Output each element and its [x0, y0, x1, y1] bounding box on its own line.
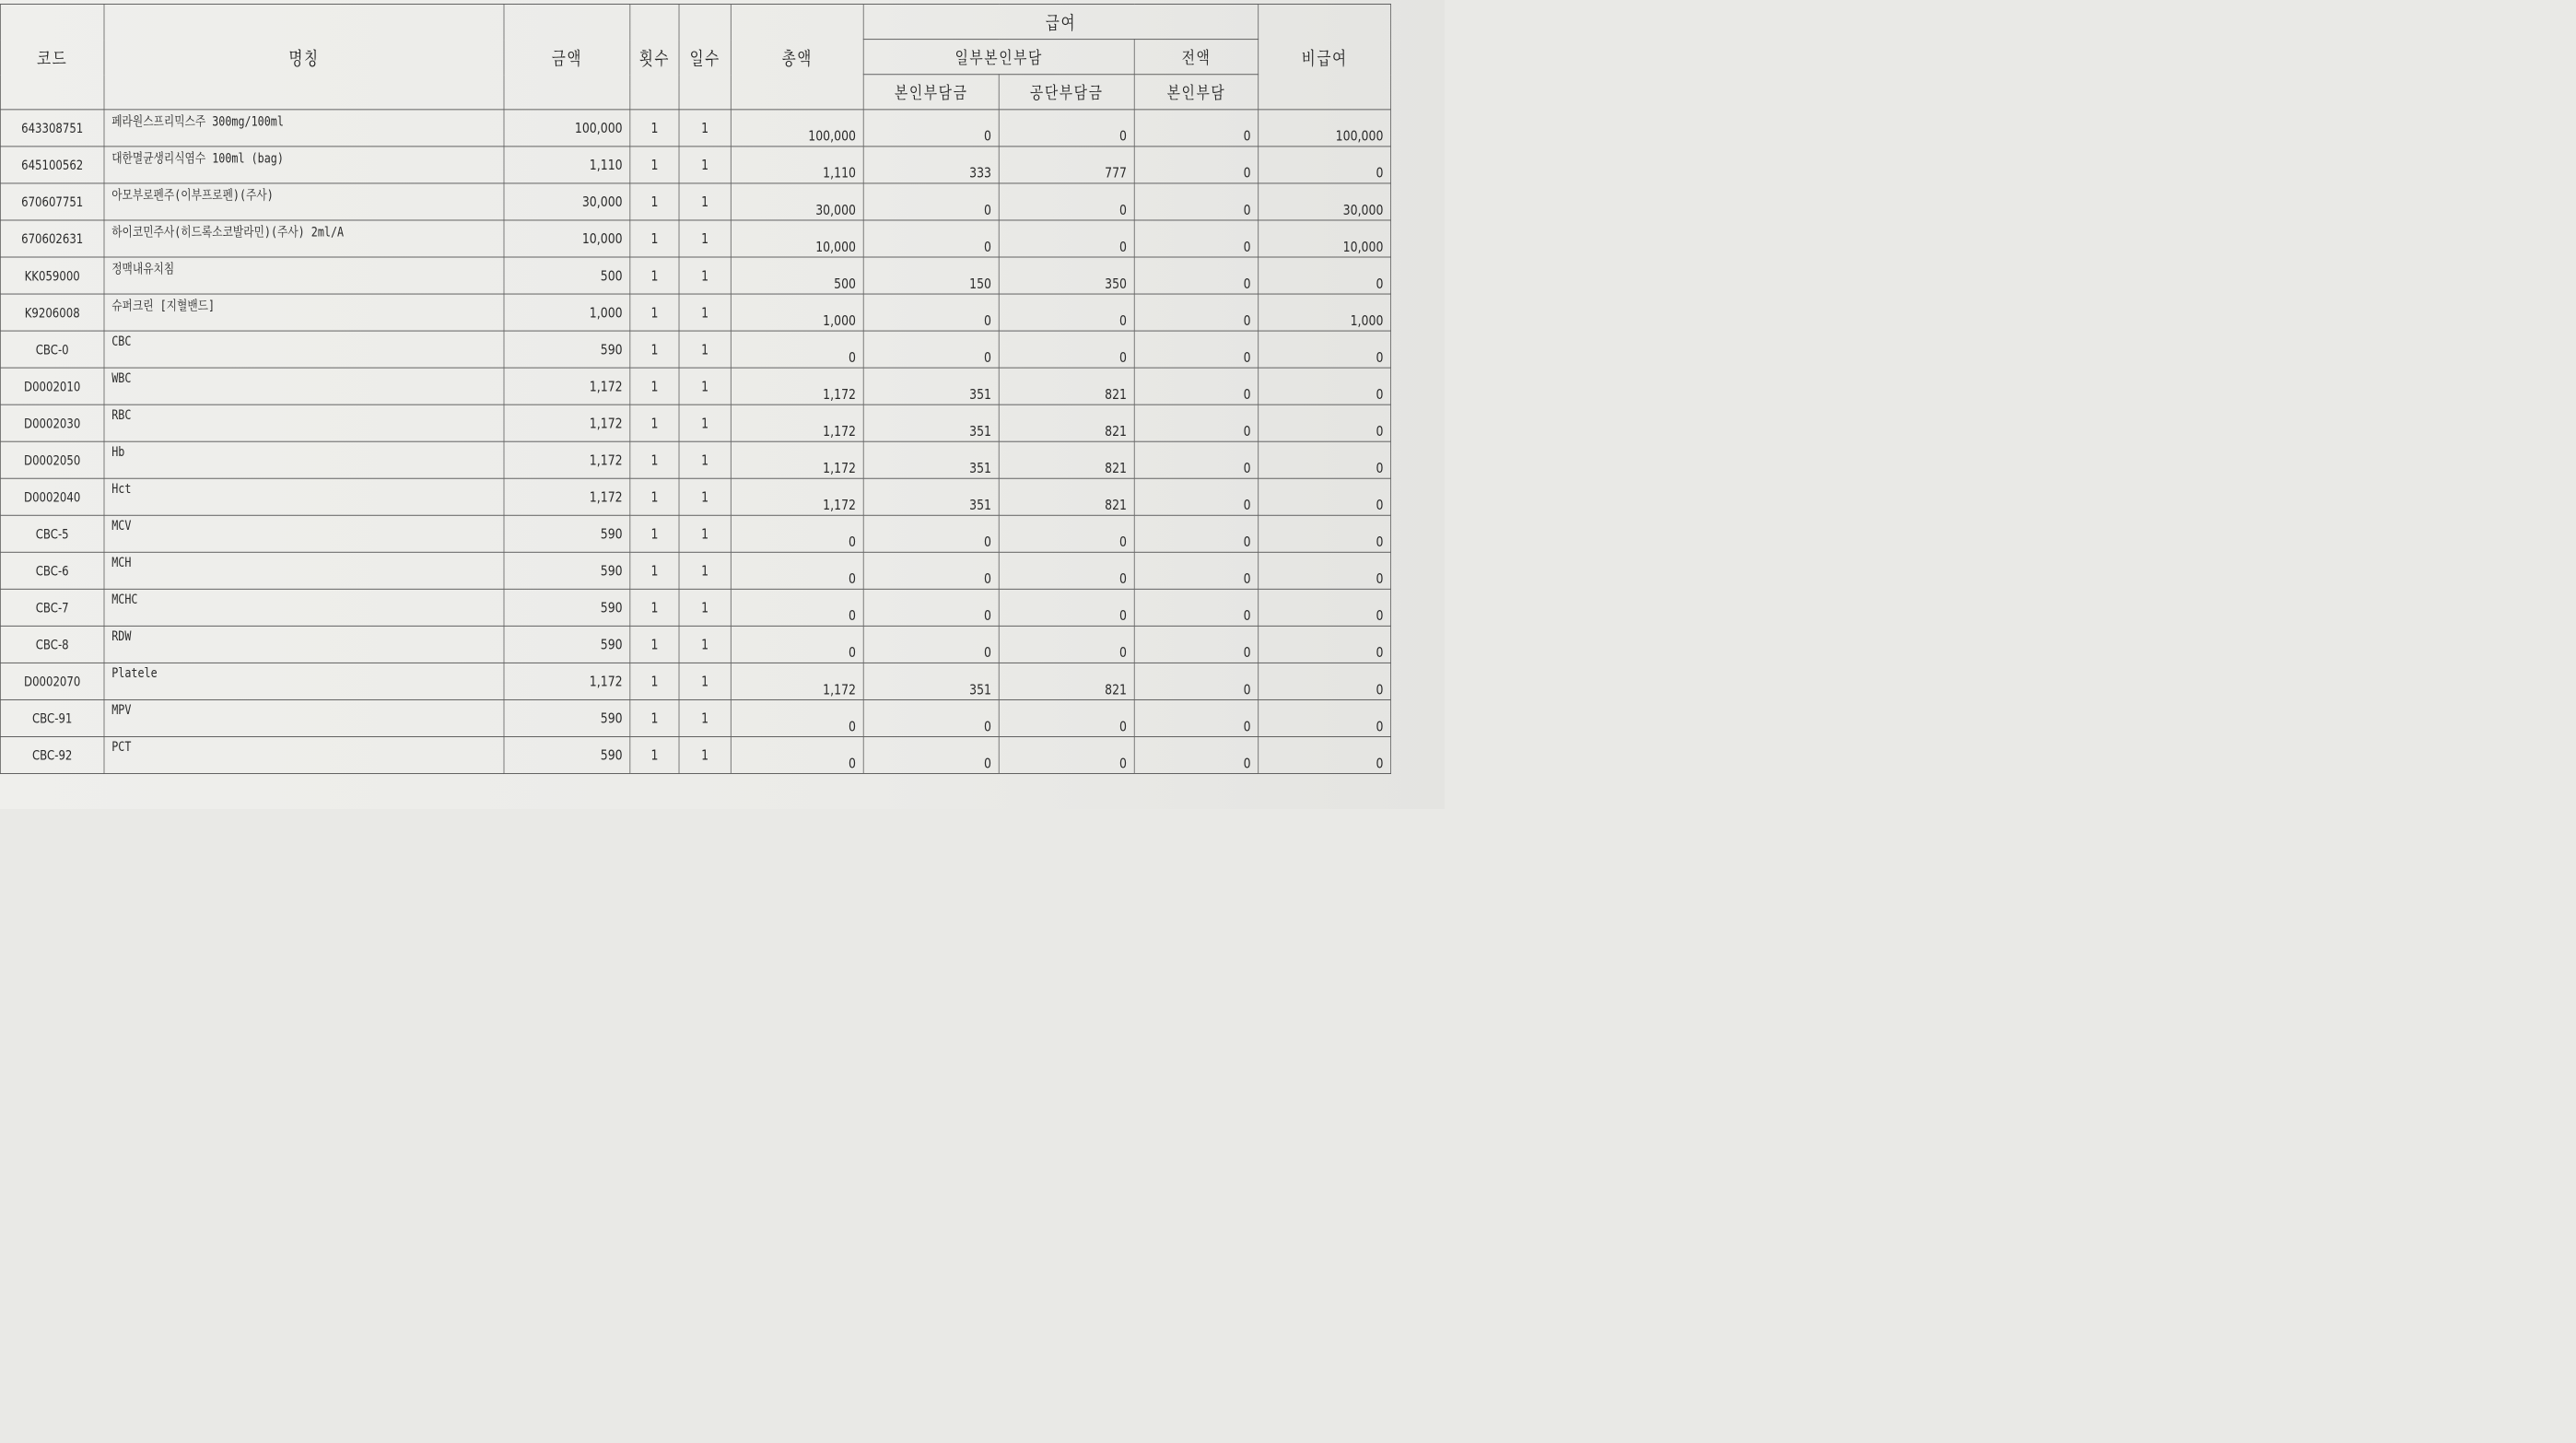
- item-total: 10,000: [731, 220, 863, 257]
- item-corp-pay: 777: [999, 147, 1134, 183]
- item-code: 670607751: [0, 183, 104, 220]
- item-full-self-pay: 0: [1134, 478, 1259, 515]
- item-times: 1: [630, 183, 679, 220]
- item-name: 슈퍼크린 [지혈밴드]: [104, 294, 504, 331]
- document-page: [0, 0, 1445, 809]
- item-code: CBC-6: [0, 552, 104, 589]
- item-total: 0: [731, 515, 863, 552]
- item-non-covered: 0: [1259, 736, 1391, 773]
- item-self-pay: 351: [863, 478, 999, 515]
- table-row: [0, 147, 1390, 183]
- item-self-pay: 351: [863, 663, 999, 699]
- item-name: MCHC: [104, 589, 504, 626]
- item-days: 1: [679, 183, 731, 220]
- item-corp-pay: 0: [999, 552, 1134, 589]
- item-non-covered: 0: [1259, 589, 1391, 626]
- item-corp-pay: 0: [999, 220, 1134, 257]
- item-self-pay: 0: [863, 626, 999, 663]
- item-full-self-pay: 0: [1134, 589, 1259, 626]
- item-full-self-pay: 0: [1134, 294, 1259, 331]
- item-total: 0: [731, 331, 863, 368]
- item-times: 1: [630, 552, 679, 589]
- item-amount: 1,172: [504, 441, 630, 478]
- item-corp-pay: 0: [999, 183, 1134, 220]
- table-row: [0, 294, 1390, 331]
- item-code: KK059000: [0, 257, 104, 294]
- item-times: 1: [630, 441, 679, 478]
- item-name: RBC: [104, 405, 504, 441]
- item-non-covered: 10,000: [1259, 220, 1391, 257]
- item-amount: 1,172: [504, 478, 630, 515]
- header-full-self-bottom: 본인부담: [1134, 75, 1259, 110]
- item-days: 1: [679, 626, 731, 663]
- item-corp-pay: 0: [999, 626, 1134, 663]
- item-corp-pay: 821: [999, 663, 1134, 699]
- item-code: 645100562: [0, 147, 104, 183]
- item-times: 1: [630, 699, 679, 736]
- item-code: D0002050: [0, 441, 104, 478]
- item-full-self-pay: 0: [1134, 147, 1259, 183]
- item-days: 1: [679, 699, 731, 736]
- item-full-self-pay: 0: [1134, 552, 1259, 589]
- item-non-covered: 0: [1259, 257, 1391, 294]
- item-name: MCV: [104, 515, 504, 552]
- item-self-pay: 0: [863, 589, 999, 626]
- item-self-pay: 0: [863, 220, 999, 257]
- item-non-covered: 0: [1259, 441, 1391, 478]
- item-non-covered: 0: [1259, 626, 1391, 663]
- header-partial-self-pay: 일부본인부담: [863, 40, 1134, 75]
- item-times: 1: [630, 220, 679, 257]
- table-row: [0, 626, 1390, 663]
- item-corp-pay: 0: [999, 589, 1134, 626]
- item-name: 대한멸균생리식염수 100ml (bag): [104, 147, 504, 183]
- table-row: [0, 441, 1390, 478]
- item-days: 1: [679, 331, 731, 368]
- table-row: [0, 736, 1390, 773]
- item-self-pay: 0: [863, 552, 999, 589]
- item-code: CBC-0: [0, 331, 104, 368]
- item-corp-pay: 0: [999, 736, 1134, 773]
- item-self-pay: 351: [863, 405, 999, 441]
- item-corp-pay: 0: [999, 110, 1134, 147]
- item-full-self-pay: 0: [1134, 405, 1259, 441]
- item-amount: 500: [504, 257, 630, 294]
- item-total: 1,172: [731, 405, 863, 441]
- header-amount: 금액: [504, 4, 630, 109]
- item-days: 1: [679, 257, 731, 294]
- item-corp-pay: 0: [999, 331, 1134, 368]
- item-days: 1: [679, 441, 731, 478]
- item-times: 1: [630, 515, 679, 552]
- item-full-self-pay: 0: [1134, 331, 1259, 368]
- item-name: MCH: [104, 552, 504, 589]
- header-non-covered: 비급여: [1259, 4, 1391, 109]
- item-name: 하이코민주사(히드록소코발라민)(주사) 2ml/A: [104, 220, 504, 257]
- item-times: 1: [630, 663, 679, 699]
- item-self-pay: 0: [863, 183, 999, 220]
- item-days: 1: [679, 405, 731, 441]
- item-days: 1: [679, 294, 731, 331]
- item-self-pay: 0: [863, 736, 999, 773]
- item-name: WBC: [104, 368, 504, 405]
- item-code: CBC-5: [0, 515, 104, 552]
- item-total: 1,172: [731, 663, 863, 699]
- table-row: [0, 368, 1390, 405]
- item-corp-pay: 0: [999, 699, 1134, 736]
- bill-rows: [0, 110, 1390, 774]
- item-amount: 590: [504, 331, 630, 368]
- item-code: D0002030: [0, 405, 104, 441]
- item-corp-pay: 821: [999, 405, 1134, 441]
- item-total: 1,172: [731, 478, 863, 515]
- header-covered: 급여: [863, 4, 1259, 39]
- item-full-self-pay: 0: [1134, 441, 1259, 478]
- item-times: 1: [630, 331, 679, 368]
- item-non-covered: 1,000: [1259, 294, 1391, 331]
- item-code: CBC-7: [0, 589, 104, 626]
- item-total: 1,172: [731, 441, 863, 478]
- table-row: [0, 183, 1390, 220]
- item-full-self-pay: 0: [1134, 183, 1259, 220]
- item-non-covered: 0: [1259, 515, 1391, 552]
- item-full-self-pay: 0: [1134, 257, 1259, 294]
- item-self-pay: 0: [863, 110, 999, 147]
- item-total: 0: [731, 736, 863, 773]
- item-name: 페라원스프리믹스주 300mg/100ml: [104, 110, 504, 147]
- item-amount: 1,172: [504, 663, 630, 699]
- item-total: 1,000: [731, 294, 863, 331]
- item-times: 1: [630, 294, 679, 331]
- table-row: [0, 220, 1390, 257]
- item-times: 1: [630, 736, 679, 773]
- item-self-pay: 0: [863, 331, 999, 368]
- header-code: 코드: [0, 4, 104, 109]
- item-amount: 1,172: [504, 405, 630, 441]
- item-total: 1,172: [731, 368, 863, 405]
- item-full-self-pay: 0: [1134, 736, 1259, 773]
- medical-bill-table: [0, 4, 1391, 774]
- item-corp-pay: 821: [999, 478, 1134, 515]
- item-times: 1: [630, 257, 679, 294]
- header-name: 명칭: [104, 4, 504, 109]
- header-corp-pay: 공단부담금: [999, 75, 1134, 110]
- item-name: RDW: [104, 626, 504, 663]
- item-times: 1: [630, 626, 679, 663]
- header-times: 횟수: [630, 4, 679, 109]
- item-times: 1: [630, 110, 679, 147]
- item-non-covered: 30,000: [1259, 183, 1391, 220]
- item-full-self-pay: 0: [1134, 663, 1259, 699]
- item-self-pay: 0: [863, 294, 999, 331]
- item-total: 0: [731, 552, 863, 589]
- table-row: [0, 699, 1390, 736]
- item-non-covered: 0: [1259, 663, 1391, 699]
- item-code: CBC-92: [0, 736, 104, 773]
- item-times: 1: [630, 405, 679, 441]
- item-non-covered: 0: [1259, 147, 1391, 183]
- table-row: [0, 110, 1390, 147]
- item-amount: 590: [504, 699, 630, 736]
- item-amount: 590: [504, 736, 630, 773]
- item-non-covered: 0: [1259, 478, 1391, 515]
- item-full-self-pay: 0: [1134, 699, 1259, 736]
- item-total: 0: [731, 626, 863, 663]
- item-corp-pay: 821: [999, 441, 1134, 478]
- item-amount: 590: [504, 515, 630, 552]
- item-amount: 1,172: [504, 368, 630, 405]
- item-amount: 30,000: [504, 183, 630, 220]
- header-days: 일수: [679, 4, 731, 109]
- item-name: 아모부로펜주(이부프로펜)(주사): [104, 183, 504, 220]
- item-days: 1: [679, 736, 731, 773]
- item-amount: 10,000: [504, 220, 630, 257]
- item-corp-pay: 821: [999, 368, 1134, 405]
- item-times: 1: [630, 147, 679, 183]
- table-row: [0, 552, 1390, 589]
- item-code: D0002070: [0, 663, 104, 699]
- item-days: 1: [679, 220, 731, 257]
- item-name: Platele: [104, 663, 504, 699]
- item-times: 1: [630, 478, 679, 515]
- item-days: 1: [679, 515, 731, 552]
- item-times: 1: [630, 368, 679, 405]
- item-total: 0: [731, 699, 863, 736]
- item-non-covered: 0: [1259, 699, 1391, 736]
- item-name: 정맥내유치침: [104, 257, 504, 294]
- item-days: 1: [679, 663, 731, 699]
- item-code: 643308751: [0, 110, 104, 147]
- item-name: Hct: [104, 478, 504, 515]
- item-self-pay: 150: [863, 257, 999, 294]
- item-self-pay: 351: [863, 441, 999, 478]
- table-row: [0, 663, 1390, 699]
- item-full-self-pay: 0: [1134, 368, 1259, 405]
- item-code: CBC-8: [0, 626, 104, 663]
- header-self-pay: 본인부담금: [863, 75, 999, 110]
- item-total: 30,000: [731, 183, 863, 220]
- item-self-pay: 0: [863, 515, 999, 552]
- item-non-covered: 0: [1259, 405, 1391, 441]
- item-code: D0002010: [0, 368, 104, 405]
- item-non-covered: 0: [1259, 552, 1391, 589]
- item-non-covered: 100,000: [1259, 110, 1391, 147]
- header-total: 총액: [731, 4, 863, 109]
- item-full-self-pay: 0: [1134, 626, 1259, 663]
- item-self-pay: 0: [863, 699, 999, 736]
- item-amount: 100,000: [504, 110, 630, 147]
- item-days: 1: [679, 368, 731, 405]
- item-name: CBC: [104, 331, 504, 368]
- item-self-pay: 351: [863, 368, 999, 405]
- table-row: [0, 257, 1390, 294]
- table-row: [0, 405, 1390, 441]
- table-row: [0, 331, 1390, 368]
- table-row: [0, 515, 1390, 552]
- item-code: 670602631: [0, 220, 104, 257]
- item-full-self-pay: 0: [1134, 220, 1259, 257]
- item-amount: 590: [504, 626, 630, 663]
- item-times: 1: [630, 589, 679, 626]
- item-non-covered: 0: [1259, 368, 1391, 405]
- item-code: K9206008: [0, 294, 104, 331]
- item-corp-pay: 350: [999, 257, 1134, 294]
- item-corp-pay: 0: [999, 294, 1134, 331]
- item-name: PCT: [104, 736, 504, 773]
- item-amount: 590: [504, 589, 630, 626]
- item-total: 100,000: [731, 110, 863, 147]
- item-total: 1,110: [731, 147, 863, 183]
- item-days: 1: [679, 589, 731, 626]
- item-amount: 590: [504, 552, 630, 589]
- item-total: 500: [731, 257, 863, 294]
- item-days: 1: [679, 478, 731, 515]
- item-name: MPV: [104, 699, 504, 736]
- table-row: [0, 478, 1390, 515]
- item-corp-pay: 0: [999, 515, 1134, 552]
- item-full-self-pay: 0: [1134, 110, 1259, 147]
- item-code: CBC-91: [0, 699, 104, 736]
- item-non-covered: 0: [1259, 331, 1391, 368]
- item-code: D0002040: [0, 478, 104, 515]
- item-amount: 1,000: [504, 294, 630, 331]
- item-full-self-pay: 0: [1134, 515, 1259, 552]
- item-days: 1: [679, 552, 731, 589]
- item-amount: 1,110: [504, 147, 630, 183]
- item-total: 0: [731, 589, 863, 626]
- item-days: 1: [679, 147, 731, 183]
- header-full-self-top: 전액: [1134, 40, 1259, 75]
- item-self-pay: 333: [863, 147, 999, 183]
- table-row: [0, 589, 1390, 626]
- item-name: Hb: [104, 441, 504, 478]
- item-days: 1: [679, 110, 731, 147]
